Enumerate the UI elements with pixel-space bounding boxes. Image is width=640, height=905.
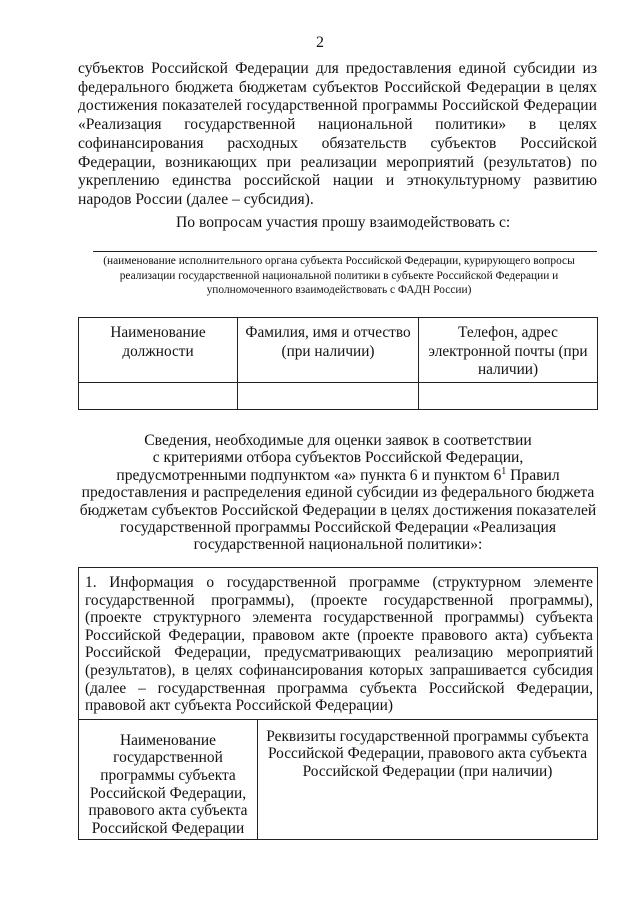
table-row xyxy=(79,568,598,720)
heading-text: Правил xyxy=(506,466,560,484)
contact-request-text: По вопросам участия прошу взаимодействовать с: xyxy=(176,214,511,231)
table-cell-empty xyxy=(238,383,419,410)
info-table xyxy=(78,567,598,840)
heading-text: предусмотренными подпунктом «а» пункта 6 и пунктом 6 xyxy=(116,466,502,484)
table-row xyxy=(79,719,598,840)
section-heading xyxy=(78,432,598,554)
contacts-table xyxy=(78,317,598,410)
table-row xyxy=(79,383,598,410)
superscript: 1 xyxy=(501,465,507,477)
page-number: 2 xyxy=(316,34,324,51)
body-paragraph: субъектов Российской Федерации для предоставления единой субсидии из федерального бюджета бюджетам субъектов Российской Федерации в целях достижения показателей государственной программы Российской Федерации «Реализация государственной национальной политики» в целях софинансирования расходных обязательств субъектов Российской Федерации, возникающих при реализации мероприятий (результатов) по укреплению единства российской нации и этнокультурному развитию народов России (далее – субсидия). xyxy=(78,60,597,208)
column-program-name: Наименование государственной программы субъекта Российской Федерации, правового акта субъекта Российской Федерации xyxy=(79,719,258,840)
heading-line: государственной программы Российской Федерации «Реализация xyxy=(120,519,556,537)
heading-line xyxy=(78,467,598,484)
fill-in-line xyxy=(93,251,597,252)
field-caption: (наименование исполнительного органа субъекта Российской Федерации, курирующего вопросы реализации государственной национальной политики в субъекте Российской Федерации и уполномоченного взаимодействовать с ФАДН России) xyxy=(103,255,575,297)
heading-line: предоставления и распределения единой субсидии из федерального бюджета xyxy=(81,484,595,502)
table-header-row xyxy=(79,318,598,383)
header-position: Наименование должности xyxy=(79,318,238,383)
header-full-name: Фамилия, имя и отчество (при наличии) xyxy=(238,318,419,383)
heading-line: государственной национальной политики»: xyxy=(193,536,483,554)
table-cell-empty xyxy=(419,383,598,410)
item-1-text: 1. Информация о государственной программе (структурном элементе государственной программы), (проекте государственной программы), (проекте структурного элемента государственной программы) субъекта Российской Федерации, правовом акте (проекте правового акта) субъекта Российской Федерации, предусматривающих реализацию мероприятий (результатов), в целях софинансирования которых запрашивается субсидия (далее – государственная программа субъекта Российской Федерации, правовой акт субъекта Российской Федерации) xyxy=(79,568,598,720)
heading-line: с критериями отбора субъектов Российской Федерации, xyxy=(152,449,524,467)
table-cell-empty xyxy=(79,383,238,410)
heading-line: бюджетам субъектов Российской Федерации в целях достижения показателей xyxy=(79,501,597,519)
heading-line: Сведения, необходимые для оценки заявок в соответствии xyxy=(144,432,532,449)
column-requisites: Реквизиты государственной программы субъекта Российской Федерации, правового акта субъекта Российской Федерации (при наличии) xyxy=(258,719,598,840)
header-contacts: Телефон, адрес электронной почты (при наличии) xyxy=(419,318,598,383)
